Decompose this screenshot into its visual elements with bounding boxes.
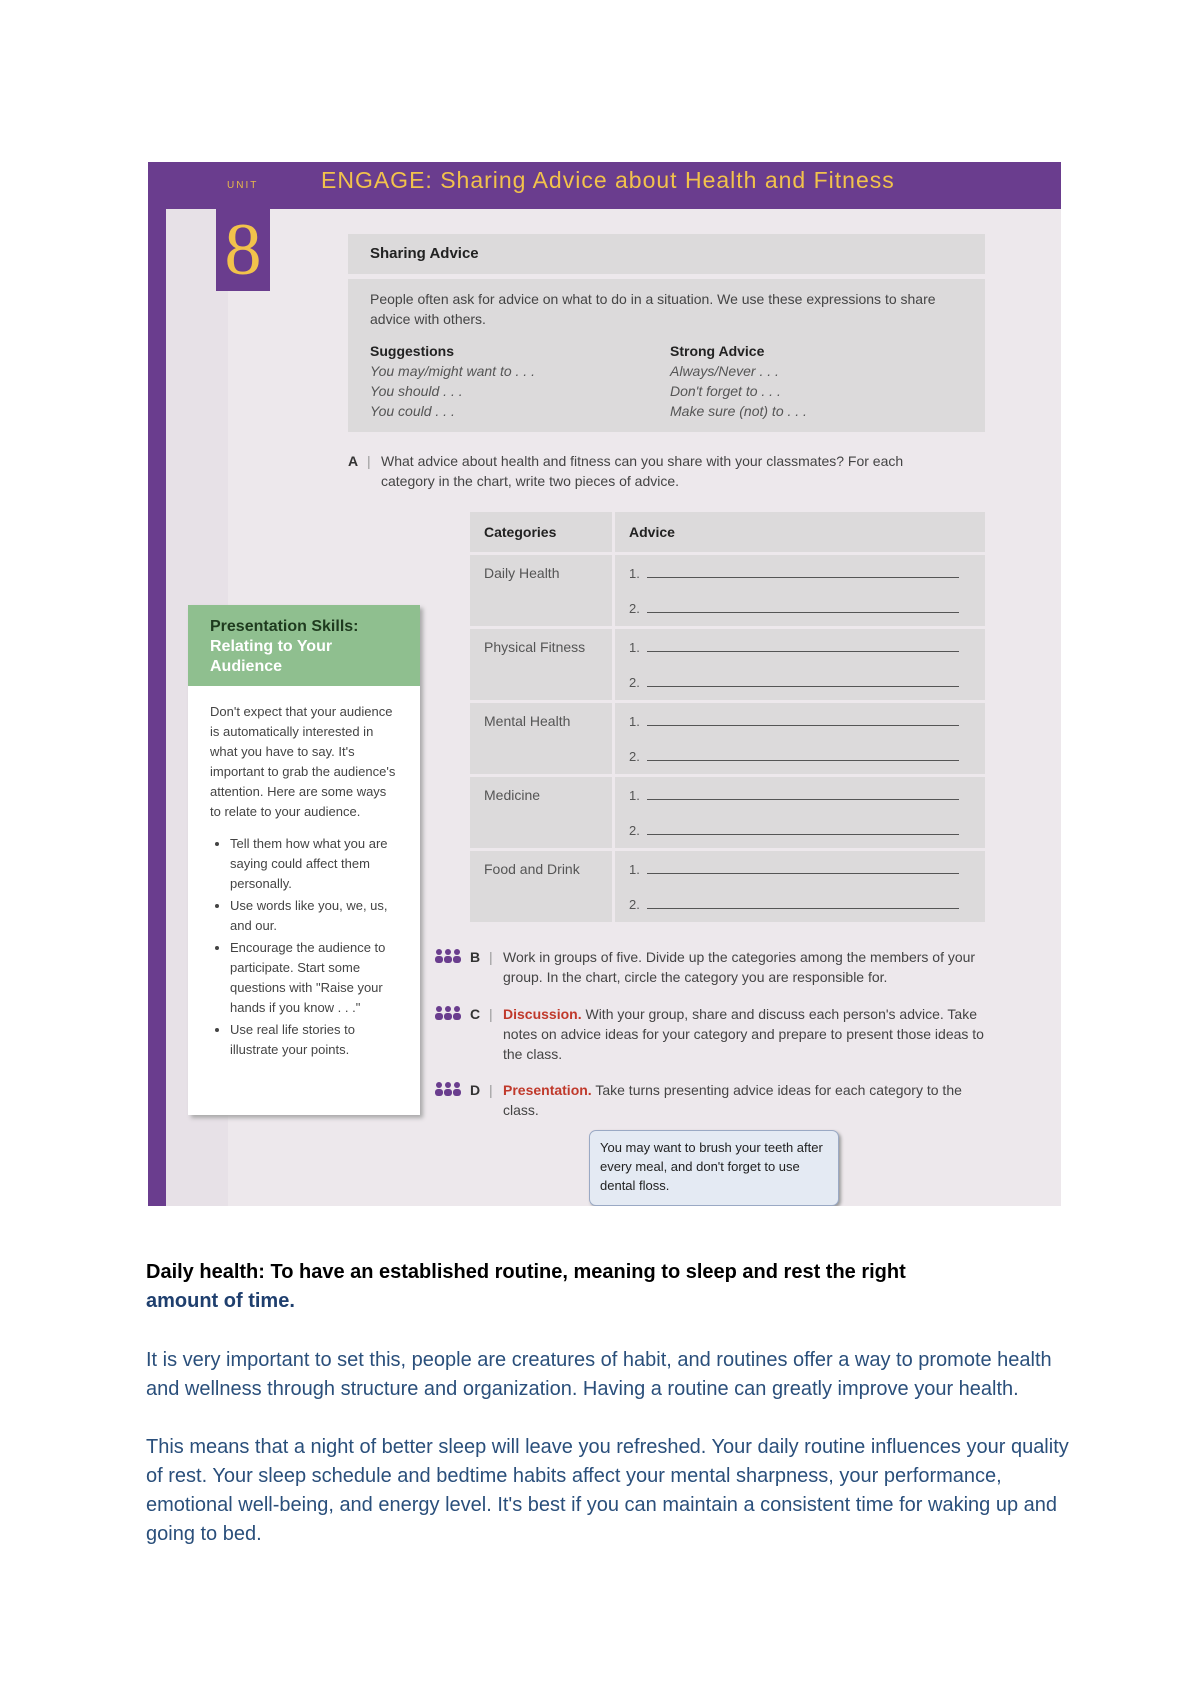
category-cell: Daily Health (470, 555, 612, 626)
activity-letter: B (470, 949, 481, 965)
textbook-page-image (148, 162, 1061, 1206)
activity-body: Take turns presenting advice ideas for each category to the class. (503, 1082, 962, 1118)
chart-header (470, 512, 985, 552)
separator: | (489, 1006, 493, 1022)
chart-row (470, 851, 985, 922)
sharing-advice-box (348, 234, 985, 432)
activity-a (348, 451, 948, 495)
chart-row (470, 777, 985, 848)
category-cell: Physical Fitness (470, 629, 612, 700)
activity-text: What advice about health and fitness can you share with your classmates? For each category in the chart, write two pieces of advice. (381, 453, 904, 489)
activity-body: With your group, share and discuss each person's advice. Take notes on advice ideas for your category and prepare to present those ideas to the class. (503, 1006, 984, 1062)
presentation-skills-box (188, 605, 420, 1115)
col-advice: Advice (615, 512, 985, 552)
strong-advice-column (670, 341, 930, 421)
suggestions-heading: Suggestions (370, 343, 455, 359)
advice-line-2[interactable]: 2. (629, 601, 969, 616)
category-cell: Mental Health (470, 703, 612, 774)
group-people-icon (433, 948, 463, 964)
activity-d (470, 1080, 990, 1124)
suggestion-item: You should . . . (370, 383, 463, 399)
skills-bullet: • Use real life stories to illustrate your points. (230, 1020, 398, 1060)
advice-line-2[interactable]: 2. (629, 897, 969, 912)
suggestion-item: You may/might want to . . . (370, 363, 535, 379)
activity-c (470, 1004, 990, 1068)
document-heading (146, 1258, 1046, 1316)
strong-advice-item: Make sure (not) to . . . (670, 403, 807, 419)
category-cell: Medicine (470, 777, 612, 848)
separator: | (489, 949, 493, 965)
speech-bubble: You may want to brush your teeth after every meal, and don't forget to use dental floss. (589, 1130, 839, 1206)
chart-row (470, 555, 985, 626)
sharing-advice-body (348, 279, 985, 432)
skills-title: Presentation Skills: (210, 618, 359, 635)
advice-line-2[interactable]: 2. (629, 749, 969, 764)
advice-line-2[interactable]: 2. (629, 823, 969, 838)
strong-advice-item: Always/Never . . . (670, 363, 779, 379)
category-cell: Food and Drink (470, 851, 612, 922)
heading-blue-part: amount of time. (146, 1290, 295, 1312)
skills-list (210, 834, 398, 1060)
activity-text (503, 1004, 988, 1064)
group-people-icon (433, 1005, 463, 1021)
unit-number: 8 (216, 209, 270, 291)
group-people-icon (433, 1081, 463, 1097)
advice-cell (615, 851, 985, 922)
chart-row (470, 629, 985, 700)
heading-black-part: Daily health: To have an established routine, meaning to sleep and rest the right (146, 1261, 906, 1283)
paragraph-2: This means that a night of better sleep will leave you refreshed. Your daily routine influences your quality of rest. Your sleep schedule and bedtime habits affect your mental sharpness, your performance, emotional well-being, and energy level. It's best if you can maintain a consistent time for waking up and going to bed. (146, 1436, 1069, 1545)
activity-b (470, 947, 990, 991)
advice-line-2[interactable]: 2. (629, 675, 969, 690)
skills-bullet: • Use words like you, we, us, and our. (230, 896, 398, 936)
sharing-advice-intro: People often ask for advice on what to do in a situation. We use these expressions to share advice with others. (370, 291, 936, 327)
skills-intro: Don't expect that your audience is automatically interested in what you have to say. It's important to grab the audience's attention. Here are some ways to relate to your audience. (210, 704, 396, 819)
activity-text (503, 1080, 988, 1120)
advice-line-1[interactable]: 1. (629, 714, 969, 729)
strong-advice-heading: Strong Advice (670, 343, 765, 359)
paragraph-1: It is very important to set this, people are creatures of habit, and routines offer a way to promote health and wellness through structure and organization. Having a routine can greatly improve your health. (146, 1349, 1052, 1400)
activity-letter: D (470, 1082, 481, 1098)
advice-cell (615, 555, 985, 626)
unit-banner (148, 162, 1061, 209)
chart-row (470, 703, 985, 774)
col-categories: Categories (470, 512, 612, 552)
banner-title: ENGAGE: Sharing Advice about Health and Fitness (321, 167, 895, 193)
unit-label: UNIT (227, 180, 259, 191)
skills-body (188, 686, 420, 1060)
activity-letter: C (470, 1006, 481, 1022)
separator: | (489, 1082, 493, 1098)
separator: | (367, 453, 371, 469)
skills-header (188, 605, 420, 686)
skills-subtitle: Relating to Your Audience (210, 638, 333, 675)
strong-advice-item: Don't forget to . . . (670, 383, 781, 399)
suggestions-column (370, 341, 630, 421)
advice-cell (615, 777, 985, 848)
activity-text: Work in groups of five. Divide up the categories among the members of your group. In the chart, circle the category you are responsible for. (503, 949, 976, 985)
suggestion-item: You could . . . (370, 403, 455, 419)
sharing-advice-title: Sharing Advice (348, 234, 985, 274)
activity-label: Presentation. (503, 1082, 592, 1098)
advice-line-1[interactable]: 1. (629, 640, 969, 655)
activity-label: Discussion. (503, 1006, 582, 1022)
skills-bullet: • Tell them how what you are saying could affect them personally. (230, 834, 398, 894)
advice-line-1[interactable]: 1. (629, 788, 969, 803)
left-purple-bar (148, 162, 166, 1206)
advice-cell (615, 703, 985, 774)
activity-letter: A (348, 453, 359, 469)
advice-line-1[interactable]: 1. (629, 566, 969, 581)
advice-line-1[interactable]: 1. (629, 862, 969, 877)
skills-bullet: • Encourage the audience to participate. Start some questions with "Raise your hands if you know . . ." (230, 938, 398, 1018)
advice-cell (615, 629, 985, 700)
